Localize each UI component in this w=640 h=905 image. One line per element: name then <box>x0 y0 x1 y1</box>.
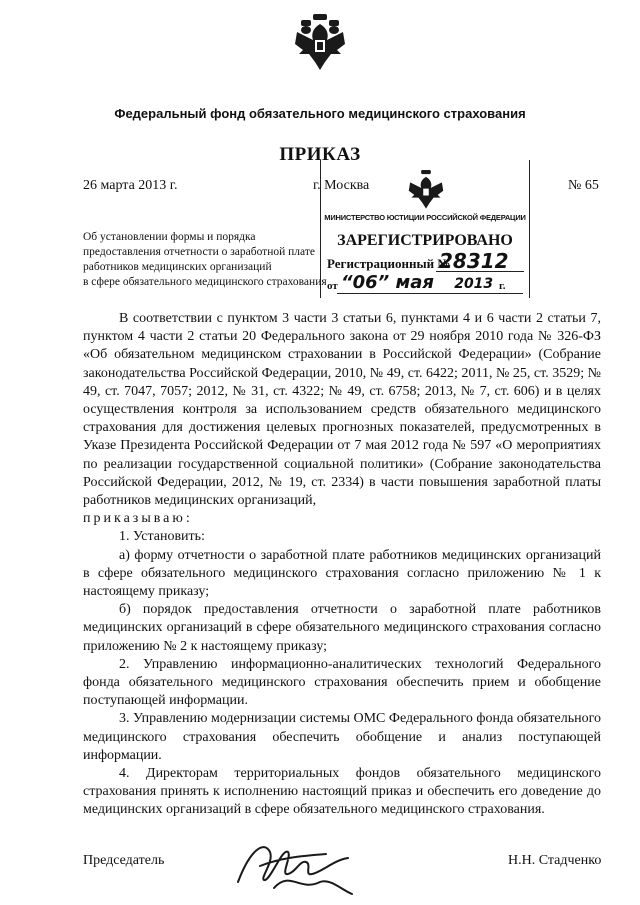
subject-line: работников медицинских организаций <box>83 261 272 273</box>
stamp-date-prefix: от <box>327 280 338 292</box>
item-1b: б) порядок предоставления отчетности о заработной плате работников медицинских организаций в сфере обязательного медицинского страхования согласно приложению № 2 к настоящему приказу; <box>83 602 601 654</box>
subject-line: предоставления отчетности о заработной плате <box>83 246 315 258</box>
document-title: ПРИКАЗ <box>279 144 361 165</box>
stamp-date-underline <box>337 293 523 294</box>
item-3: 3. Управлению модернизации системы ОМС Федерального фонда обязательного медицинского страхования обеспечить обобщение и анализ поступающей информации. <box>83 711 601 763</box>
order-number: № 65 <box>568 178 599 193</box>
signer-name: Н.Н. Стадченко <box>508 853 602 868</box>
registration-stamp <box>320 160 530 298</box>
order-date: 26 марта 2013 г. <box>83 178 178 193</box>
handwritten-signature <box>230 830 360 900</box>
stamp-registration-label: Регистрационный № <box>327 256 451 271</box>
item-1: 1. Установить: <box>119 529 205 545</box>
subject-line: Об установлении формы и порядка <box>83 231 256 243</box>
chairman-label: Председатель <box>83 853 165 868</box>
order-subject <box>83 230 333 290</box>
preamble-paragraph: В соответствии с пунктом 3 части 3 статьи 6, пунктами 4 и 6 части 2 статьи 7, пунктом 4 части 2 статьи 20 Федерального закона от 29 ноября 2010 года № 326-ФЗ «Об обязательном медицинском страховании в Российской Федерации» (Собрание законодательства Российской Федерации, 2010, № 49, ст. 6422; 2011, № 25, ст. 3529; № 49, ст. 7047, 7057; 2012, № 31, ст. 4322; № 49, ст. 6758; 2013, № 7, ст. 606) и в целях осуществления контроля за использованием средств обязательного медицинского страхования для достижения целевых прогнозных показателей, предусмотренных в Указе Президента Российской Федерации от 7 мая 2012 года № 597 «О мероприятиях по реализации государственной социальной политики» (Собрание законодательства Российской Федерации, 2012, № 19, ст. 2334) в части повышения заработной платы работников медицинских организаций, <box>83 311 601 509</box>
stamp-ministry: МИНИСТЕРСТВО ЮСТИЦИИ РОССИЙСКОЙ ФЕДЕРАЦИИ <box>324 213 526 222</box>
subject-line: в сфере обязательного медицинского страхования <box>83 276 327 288</box>
stamp-date <box>341 272 493 293</box>
stamp-registered: ЗАРЕГИСТРИРОВАНО <box>337 232 513 249</box>
stamp-emblem-icon <box>407 170 445 210</box>
item-4: 4. Директорам территориальных фондов обязательного медицинского страхования принять к исполнению настоящий приказ и обеспечить его доведение до медицинских организаций в сфере обязательного медицинского страхования. <box>83 766 601 818</box>
organization-name: Федеральный фонд обязательного медицинского страхования <box>114 106 526 121</box>
stamp-date-year: 2013 <box>454 276 494 292</box>
coat-of-arms-emblem <box>293 14 347 72</box>
order-body <box>83 310 601 820</box>
stamp-registration-number: 28312 <box>439 249 509 273</box>
order-word: приказываю: <box>83 511 193 527</box>
order-city: г. Москва <box>313 178 370 193</box>
stamp-date-day-month: “06” мая <box>341 272 434 293</box>
stamp-year-suffix: г. <box>499 280 506 292</box>
item-2: 2. Управлению информационно-аналитических технологий Федерального фонда обязательного медицинского страхования обеспечить прием и обобщение поступающей информации. <box>83 656 601 709</box>
item-1a: а) форму отчетности о заработной плате работников медицинских организаций в сфере обязательного медицинского страхования согласно приложению № 1 к настоящему приказу; <box>83 547 601 600</box>
